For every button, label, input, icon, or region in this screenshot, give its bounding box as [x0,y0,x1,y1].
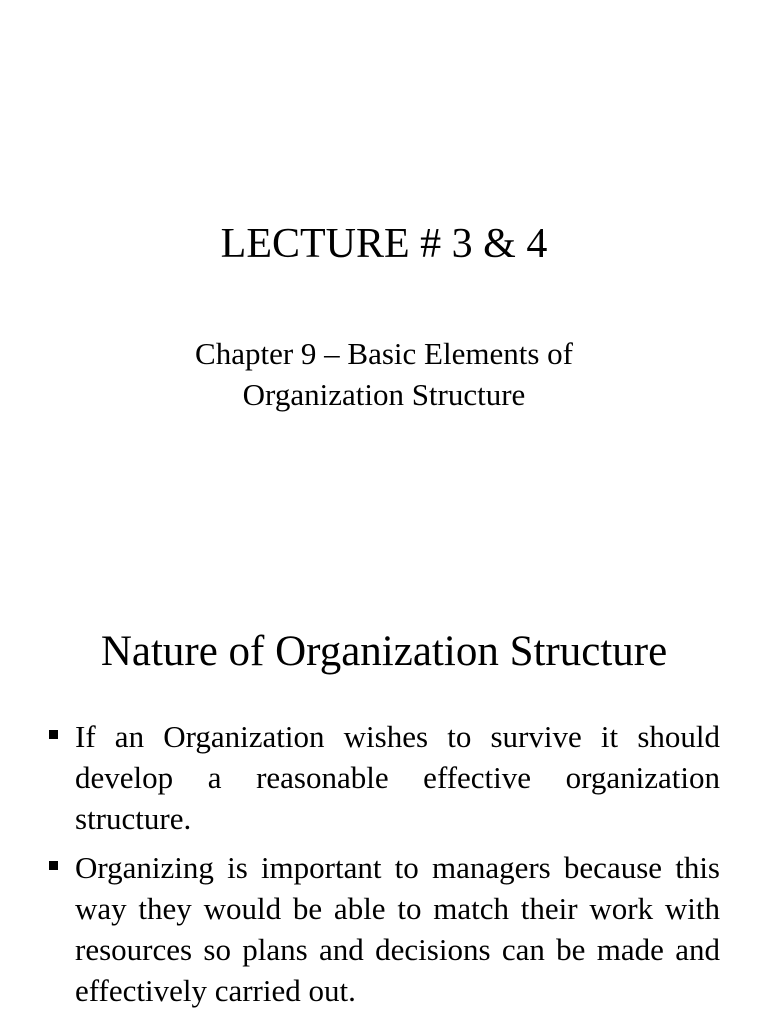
bullet-list [46,716,720,1019]
bullet-text: If an Organization wishes to survive it should develop a reasonable effective organization structure. [75,719,720,836]
bullet-text: Organizing is important to managers because this way they would be able to match their work with resources so plans and decisions can be made and effectively carried out. [75,850,720,1008]
bullet-item [46,716,720,839]
square-bullet-icon [49,861,58,870]
chapter-subtitle [0,333,768,415]
square-bullet-icon [49,730,58,739]
chapter-subtitle-line-1: Chapter 9 – Basic Elements of [195,336,573,371]
bullet-item [46,847,720,1011]
slide-content [0,576,768,1024]
section-heading: Nature of Organization Structure [100,628,668,675]
chapter-subtitle-line-2: Organization Structure [242,377,526,412]
lecture-title: LECTURE # 3 & 4 [220,221,548,267]
